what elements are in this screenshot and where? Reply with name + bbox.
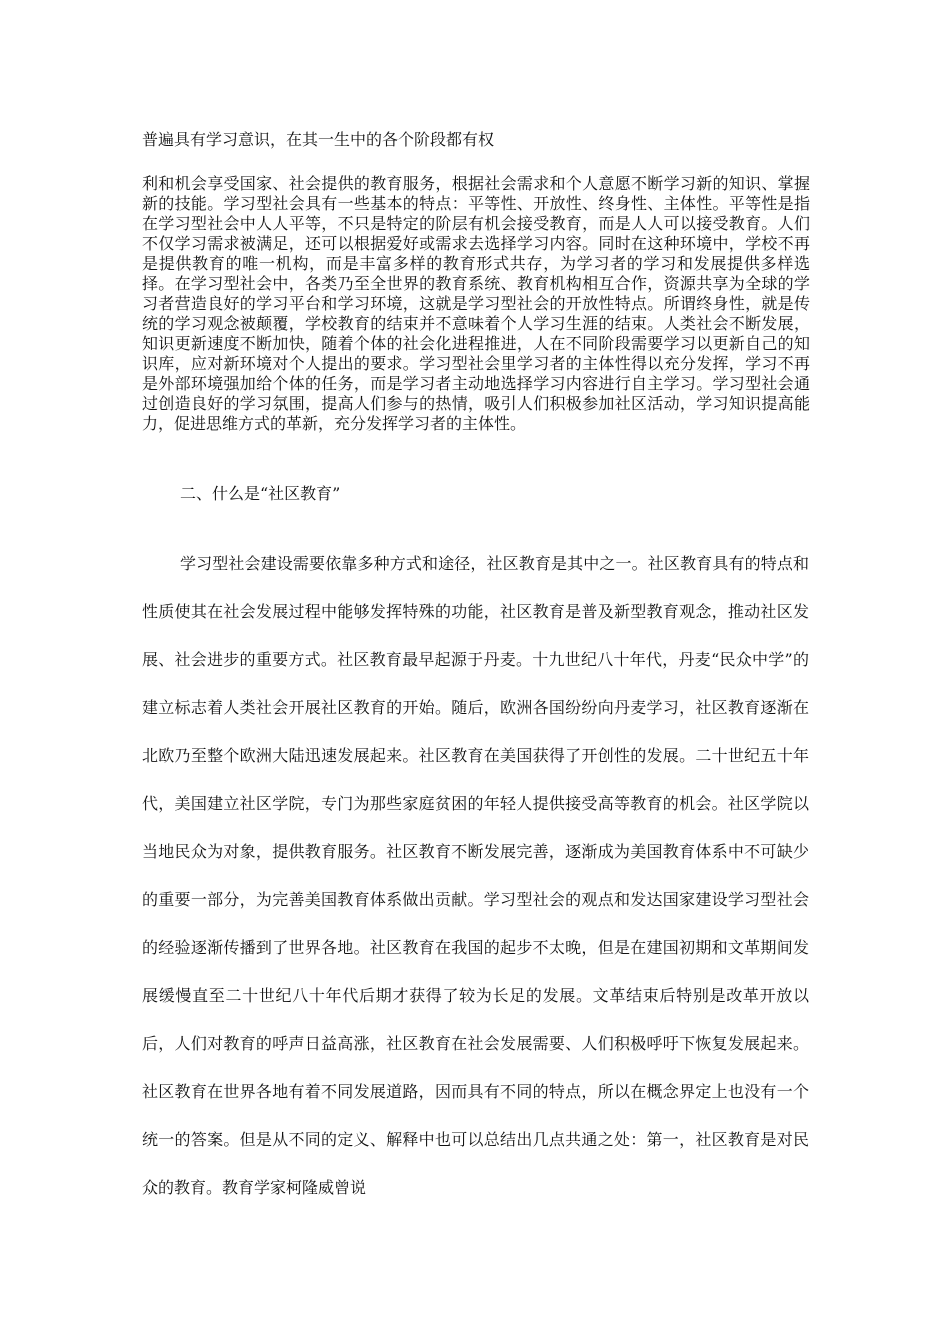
community-education-paragraph: 学习型社会建设需要依靠多种方式和途径，社区教育是其中之一。社区教育具有的特点和性质使其在社会发展过程中能够发挥特殊的功能，社区教育是普及新型教育观念，推动社区发展、社会进步的重要方式。社区教育最早起源于丹麦。十九世纪八十年代，丹麦“民众中学”的建立标志着人类社会开展社区教育的开始。随后，欧洲各国纷纷向丹麦学习，社区教育逐渐在北欧乃至整个欧洲大陆迅速发展起来。社区教育在美国获得了开创性的发展。二十世纪五十年代，美国建立社区学院，专门为那些家庭贫困的年轻人提供接受高等教育的机会。社区学院以当地民众为对象，提供教育服务。社区教育不断发展完善，逐渐成为美国教育体系中不可缺少的重要一部分，为完善美国教育体系做出贡献。学习型社会的观点和发达国家建设学习型社会的经验逐渐传播到了世界各地。社区教育在我国的起步不太晚，但是在建国初期和文革期间发展缓慢直至二十世纪八十年代后期才获得了较为长足的发展。文革结束后特别是改革开放以后，人们对教育的呼声日益高涨，社区教育在社会发展需要、人们积极呼吁下恢复发展起来。社区教育在世界各地有着不同发展道路，因而具有不同的特点，所以在概念界定上也没有一个统一的答案。但是从不同的定义、解释中也可以总结出几点共通之处：第一，社区教育是对民众的教育。教育学家柯隆威曾说 <box>142 554 809 1197</box>
opening-line: 普遍具有学习意识，在其一生中的各个阶段都有权 <box>142 130 495 149</box>
learning-society-paragraph: 利和机会享受国家、社会提供的教育服务，根据社会需求和个人意愿不断学习新的知识、掌握新的技能。学习型社会具有一些基本的特点：平等性、开放性、终身性、主体性。平等性是指在学习型社会中人人平等，不只是特定的阶层有机会接受教育，而是人人可以接受教育。人们不仅学习需求被满足，还可以根据爱好或需求去选择学习内容。同时在这种环境中，学校不再是提供教育的唯一机构，而是丰富多样的教育形式共存，为学习者的学习和发展提供多样选择。在学习型社会中，各类乃至全世界的教育系统、教育机构相互合作，资源共享为全球的学习者营造良好的学习平台和学习环境，这就是学习型社会的开放性特点。所谓终身性，就是传统的学习观念被颠覆，学校教育的结束并不意味着个人学习生涯的结束。人类社会不断发展，知识更新速度不断加快，随着个体的社会化进程推进，人在不同阶段需要学习以更新自己的知识库，应对新环境对个人提出的要求。学习型社会里学习者的主体性得以充分发挥，学习不再是外部环境强加给个体的任务，而是学习者主动地选择学习内容进行自主学习。学习型社会通过创造良好的学习氛围，提高人们参与的热情，吸引人们积极参加社区活动，学习知识提高能力，促进思维方式的革新，充分发挥学习者的主体性。 <box>142 174 810 433</box>
section-heading: 二、什么是“社区教育” <box>180 484 341 503</box>
